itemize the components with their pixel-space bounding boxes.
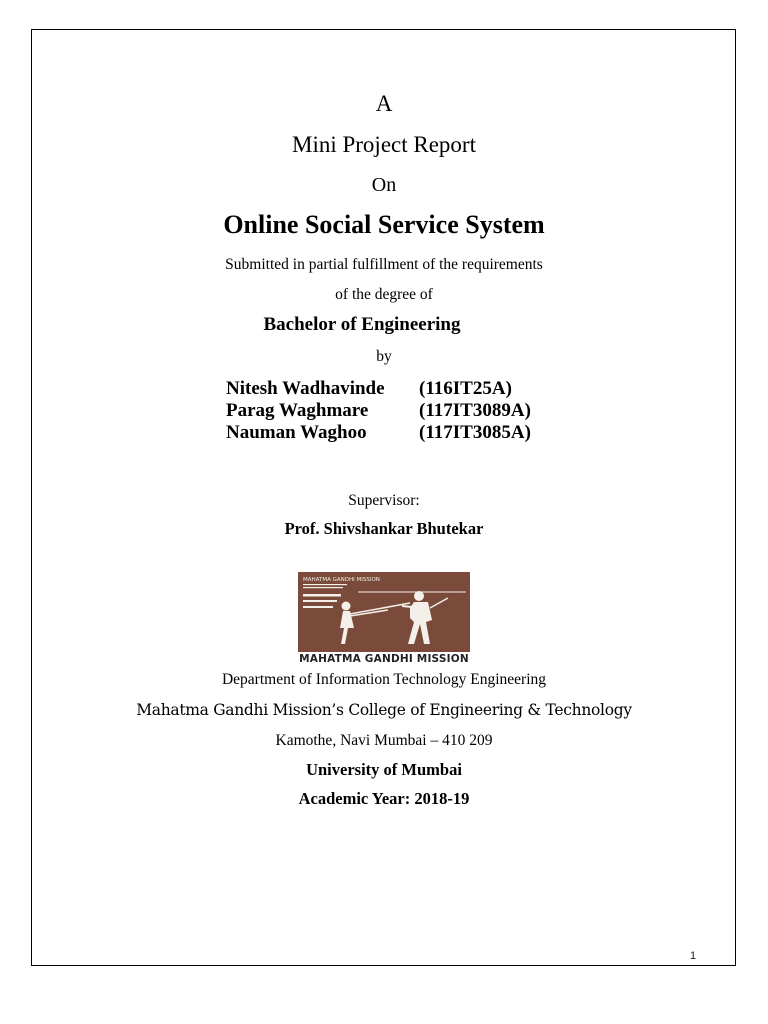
author-row (226, 378, 512, 400)
author-id: (117IT3089A) (419, 400, 531, 421)
author-name: Parag Waghmare (226, 400, 369, 421)
author-row (226, 422, 531, 444)
by-label: by (376, 348, 392, 365)
mgm-logo (298, 572, 470, 664)
college-location: Kamothe, Navi Mumbai – 410 209 (275, 732, 493, 749)
author-id: (117IT3085A) (419, 422, 531, 443)
author-name: Nauman Waghoo (226, 422, 367, 443)
department: Department of Information Technology Engineering (221, 671, 547, 688)
author-id: (116IT25A) (419, 378, 512, 399)
supervisor-name: Prof. Shivshankar Bhutekar (284, 519, 484, 538)
report-type: Mini Project Report (292, 132, 476, 157)
supervisor-label: Supervisor: (348, 492, 420, 509)
author-row (226, 400, 531, 422)
logo-header-text: MAHATMA GANDHI MISSION (303, 577, 380, 583)
on-label: On (371, 174, 397, 196)
degree-name: Bachelor of Engineering (263, 314, 461, 335)
author-name: Nitesh Wadhavinde (226, 378, 385, 399)
college-name: Mahatma Gandhi Mission’s College of Engineering & Technology (136, 701, 632, 719)
author-list (226, 378, 531, 444)
page-number: 1 (690, 950, 697, 962)
academic-year: Academic Year: 2018-19 (298, 789, 470, 808)
title-article: A (375, 91, 393, 116)
submitted-line-1: Submitted in partial fulfillment of the requirements (225, 256, 543, 273)
logo-caption: MAHATMA GANDHI MISSION (299, 653, 469, 665)
university-name: University of Mumbai (306, 760, 462, 779)
project-title: Online Social Service System (223, 210, 545, 239)
submitted-line-2: of the degree of (335, 286, 433, 303)
